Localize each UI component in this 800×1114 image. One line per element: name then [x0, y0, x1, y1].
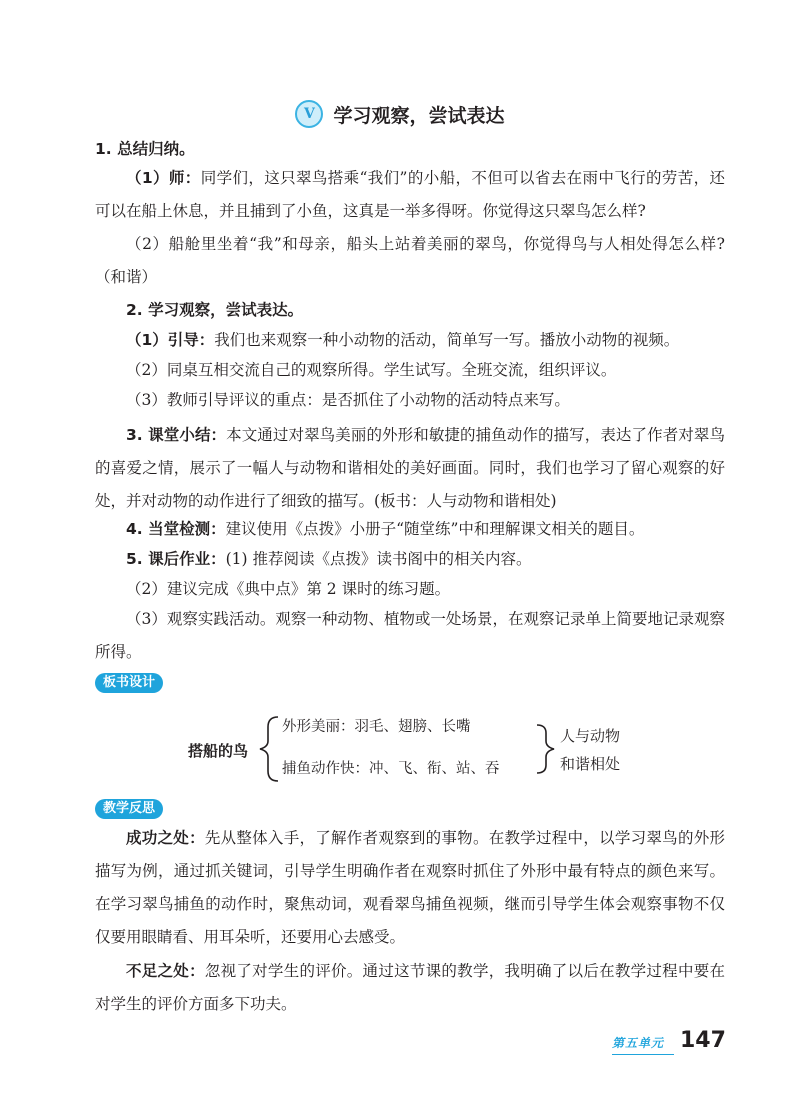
success-label: 成功之处： [126, 829, 205, 847]
paragraph-exchange: （2）同桌互相交流自己的观察所得。学生试写。全班交流，组织评议。 [126, 361, 617, 379]
paragraph-teacher [95, 162, 725, 228]
summary-heading: 1. 总结归纳。 [95, 140, 195, 158]
shortcoming-text: 忽视了对学生的评价。通过这节课的教学，我明确了以后在教学过程中要在对学生的评价方面多下功夫。 [95, 962, 725, 1013]
board-item-appearance: 外形美丽：羽毛、翅膀、长嘴 [282, 719, 471, 735]
shortcoming-label: 不足之处： [126, 962, 205, 980]
check-label: 4. 当堂检测： [126, 520, 226, 538]
success-text: 先从整体入手，了解作者观察到的事物。在教学过程中，以学习翠鸟的外形描写为例，通过抓关键词，引导学生明确作者在观察时抓住了外形中最有特点的颜色来写。在学习翠鸟捕鱼的动作时，聚焦动词，观看翠鸟捕鱼视频，继而引导学生体会观察事物不仅仅要用眼睛看、用耳朵听，还要用心去感受。 [95, 829, 725, 946]
observe-heading: 2. 学习观察，尝试表达。 [126, 301, 304, 319]
roman-numeral-badge: V [295, 100, 323, 128]
summary-text: 本文通过对翠鸟美丽的外形和敏捷的捕鱼动作的描写，表达了作者对翠鸟的喜爱之情，展示了一幅人与动物和谐相处的美好画面。同时，我们也学习了留心观察的好处，并对动物的动作进行了细致的描写。(板书：人与动物和谐相处) [95, 426, 725, 510]
unit-label: 第五单元 [612, 1036, 665, 1050]
board-design [0, 705, 800, 785]
board-result-line1: 人与动物 [560, 727, 621, 745]
teacher-label: （1）师： [126, 169, 201, 187]
summary-label: 3. 课堂小结： [126, 426, 227, 444]
check-text: 建议使用《点拨》小册子“随堂练”中和理解课文相关的题目。 [225, 520, 645, 538]
paragraph-summary [95, 419, 725, 518]
section-title-text: 学习观察，尝试表达 [333, 104, 505, 127]
paragraph-success [95, 822, 725, 954]
paragraph-homework [95, 543, 725, 576]
teacher-text: 同学们，这只翠鸟搭乘“我们”的小船，不但可以省去在雨中飞行的劳苦，还可以在船上休息，并且捕到了小鱼，这真是一举多得呀。你觉得这只翠鸟怎么样? [95, 169, 725, 220]
paragraph-shortcoming [95, 955, 725, 1021]
paragraph-guide [95, 324, 725, 357]
guide-text: 我们也来观察一种小动物的活动，简单写一写。播放小动物的视频。 [214, 331, 680, 349]
paragraph-exercise: （2）建议完成《典中点》第 2 课时的练习题。 [126, 580, 451, 598]
right-brace [537, 725, 554, 773]
board-item-action: 捕鱼动作快：冲、飞、衔、站、吞 [282, 761, 500, 777]
board-result-line2: 和谐相处 [560, 755, 621, 773]
paragraph-practice: （3）观察实践活动。观察一种动物、植物或一处场景，在观察记录单上简要地记录观察所得。 [95, 610, 725, 661]
paragraph-harmony: （2）船舱里坐着“我”和母亲，船头上站着美丽的翠鸟，你觉得鸟与人相处得怎么样?（和谐） [95, 235, 725, 286]
board-root: 搭船的鸟 [188, 742, 249, 760]
guide-label: （1）引导： [126, 331, 215, 349]
left-brace [260, 717, 278, 781]
paragraph-check [95, 513, 725, 546]
page-number: 147 [680, 1028, 726, 1053]
paragraph-focus: （3）教师引导评议的重点：是否抓住了小动物的活动特点来写。 [126, 391, 570, 409]
unit-underline [612, 1054, 674, 1055]
reflection-tag: 教学反思 [95, 799, 163, 819]
homework-text: (1) 推荐阅读《点拨》读书阁中的相关内容。 [225, 550, 532, 568]
homework-label: 5. 课后作业： [126, 550, 226, 568]
board-design-tag: 板书设计 [95, 673, 163, 693]
section-title [0, 100, 800, 128]
